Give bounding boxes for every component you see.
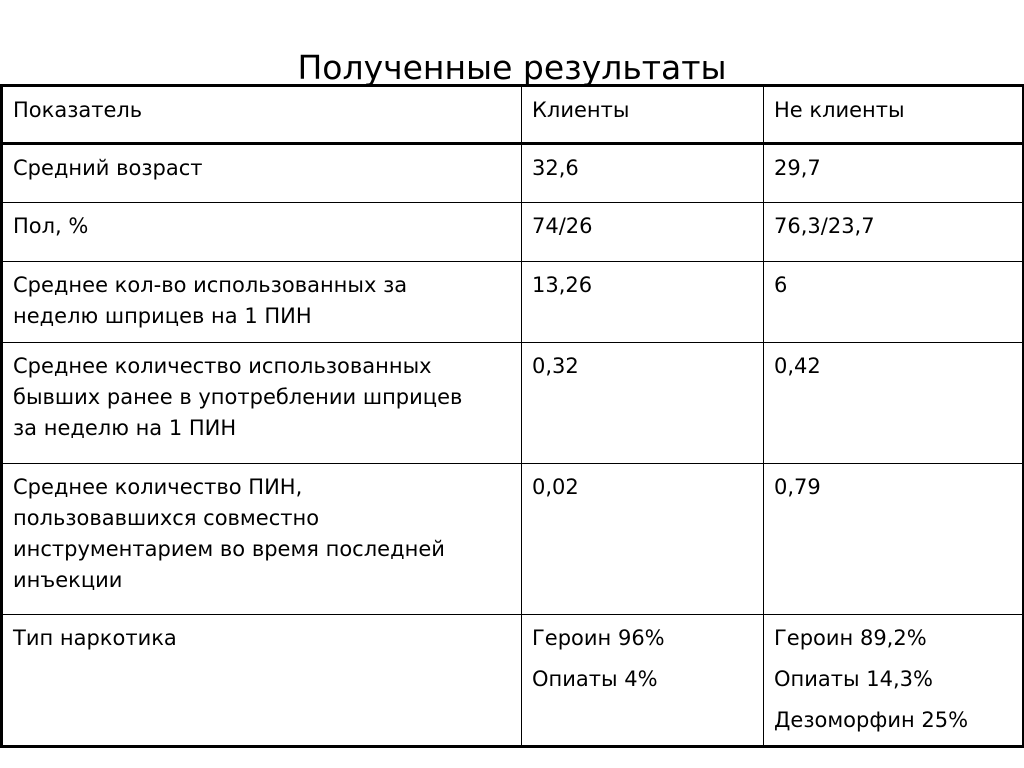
drug-share: Героин 96% bbox=[532, 626, 665, 650]
indicator-line: Среднее кол-во использованных за bbox=[13, 273, 408, 297]
indicator-cell: Средний возраст bbox=[2, 144, 522, 203]
non-clients-cell: 76,3/23,7 bbox=[764, 203, 1024, 262]
table-row bbox=[2, 203, 1024, 262]
indicator-cell: Тип наркотика bbox=[2, 615, 522, 747]
table-row bbox=[2, 144, 1024, 203]
indicator-cell bbox=[2, 464, 522, 615]
indicator-line: Среднее количество использованных bbox=[13, 354, 432, 378]
non-clients-cell: 0,79 bbox=[764, 464, 1024, 615]
clients-cell: 13,26 bbox=[522, 262, 764, 343]
indicator-line: бывших ранее в употреблении шприцев bbox=[13, 385, 463, 409]
non-clients-cell: 6 bbox=[764, 262, 1024, 343]
indicator-line: Среднее количество ПИН, bbox=[13, 475, 303, 499]
clients-cell: 74/26 bbox=[522, 203, 764, 262]
drug-share: Опиаты 14,3% bbox=[774, 667, 933, 691]
non-clients-cell: 29,7 bbox=[764, 144, 1024, 203]
drug-share: Дезоморфин 25% bbox=[774, 708, 969, 732]
table-row bbox=[2, 464, 1024, 615]
header-indicator: Показатель bbox=[2, 86, 522, 144]
indicator-line: инструментарием во время последней bbox=[13, 537, 445, 561]
indicator-line: пользовавшихся совместно bbox=[13, 506, 320, 530]
indicator-cell bbox=[2, 343, 522, 464]
indicator-cell: Пол, % bbox=[2, 203, 522, 262]
clients-cell: 0,32 bbox=[522, 343, 764, 464]
non-clients-cell bbox=[764, 615, 1024, 747]
results-table bbox=[0, 84, 1024, 748]
indicator-cell bbox=[2, 262, 522, 343]
table-row bbox=[2, 615, 1024, 747]
table-row bbox=[2, 343, 1024, 464]
header-clients: Клиенты bbox=[522, 86, 764, 144]
header-non-clients: Не клиенты bbox=[764, 86, 1024, 144]
drug-share: Опиаты 4% bbox=[532, 667, 658, 691]
clients-cell: 0,02 bbox=[522, 464, 764, 615]
indicator-line: неделю шприцев на 1 ПИН bbox=[13, 304, 312, 328]
table-row bbox=[2, 262, 1024, 343]
indicator-line: инъекции bbox=[13, 568, 123, 592]
non-clients-cell: 0,42 bbox=[764, 343, 1024, 464]
table-header-row bbox=[2, 86, 1024, 144]
slide-title: Полученные результаты bbox=[297, 48, 727, 87]
clients-cell bbox=[522, 615, 764, 747]
drug-share: Героин 89,2% bbox=[774, 626, 927, 650]
clients-cell: 32,6 bbox=[522, 144, 764, 203]
indicator-line: за неделю на 1 ПИН bbox=[13, 416, 237, 440]
